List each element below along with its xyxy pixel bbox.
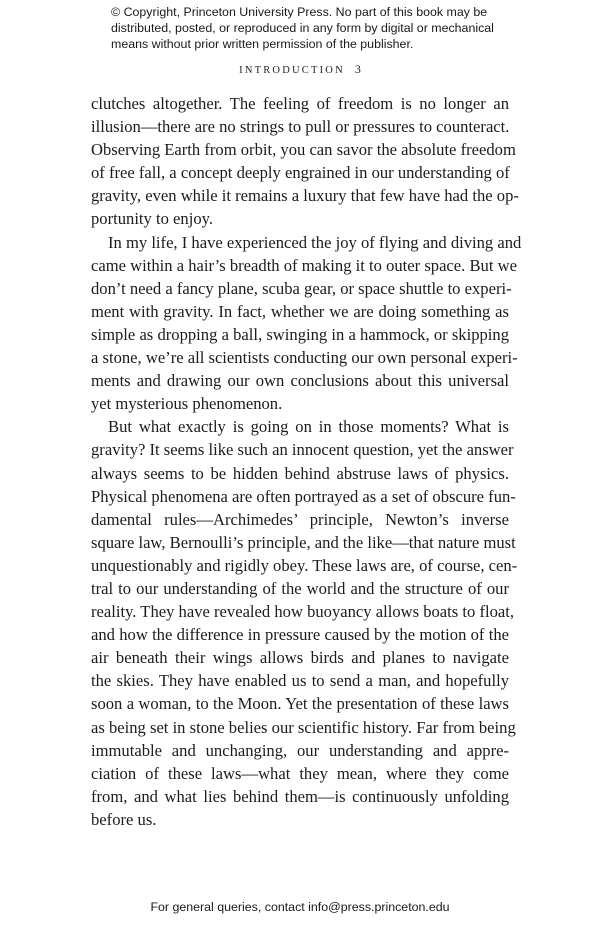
page-number: 3: [354, 62, 361, 76]
text-line: don’t need a fancy plane, scuba gear, or space shuttle to experi-: [91, 278, 512, 298]
copyright-line: means without prior written permission of the publisher.: [111, 37, 414, 51]
text-line: gravity, even while it remains a luxury that few have had the op-: [91, 186, 519, 206]
text-line: portunity to enjoy.: [91, 209, 213, 229]
text-line: ment with gravity. In fact, whether we are doing something as: [91, 301, 509, 321]
text-line: Physical phenomena are often portrayed as a set of obscure fun-: [91, 486, 516, 506]
footer-contact: [0, 900, 600, 914]
copyright-notice: [111, 4, 494, 52]
text-line: ments and drawing our own conclusions about this universal: [91, 371, 509, 391]
text-line: yet mysterious phenomenon.: [91, 394, 283, 414]
paragraph: [91, 231, 522, 416]
text-line: simple as dropping a ball, swinging in a hammock, or skipping: [91, 324, 509, 344]
text-line: came within a hair’s breadth of making it to outer space. But we: [91, 255, 517, 275]
text-line: But what exactly is going on in those moments? What is: [108, 417, 509, 437]
text-line: square law, Bernoulli’s principle, and the like—that nature must: [91, 532, 516, 552]
text-line: a stone, we’re all scientists conducting our own personal experi-: [91, 348, 518, 368]
text-line: ciation of these laws—what they mean, where they come: [91, 763, 509, 783]
text-line: clutches altogether. The feeling of freedom is no longer an: [91, 94, 509, 113]
running-head: [0, 62, 600, 77]
body-text: [91, 92, 522, 831]
text-line: and how the difference in pressure caused by the motion of the: [91, 625, 509, 645]
text-line: illusion—there are no strings to pull or pressures to counteract.: [91, 117, 510, 137]
text-line: soon a woman, to the Moon. Yet the presentation of these laws: [91, 694, 509, 714]
text-line: gravity? It seems like such an innocent question, yet the answer: [91, 440, 514, 460]
text-line: Observing Earth from orbit, you can savor the absolute freedom: [91, 140, 516, 160]
text-line: from, and what lies behind them—is continuously unfolding: [91, 786, 509, 806]
text-line: In my life, I have experienced the joy of flying and diving and: [108, 232, 522, 252]
text-line: immutable and unchanging, our understanding and appre-: [91, 740, 509, 760]
text-line: tral to our understanding of the world and the structure of our: [91, 578, 509, 598]
paragraph: [91, 415, 518, 831]
text-line: damental rules—Archimedes’ principle, Newton’s inverse: [91, 509, 509, 529]
text-line: air beneath their wings allows birds and planes to navigate: [91, 648, 509, 668]
text-line: as being set in stone belies our scientific history. Far from being: [91, 717, 516, 737]
paragraph: [91, 92, 519, 231]
text-line: the skies. They have enabled us to send a man, and hopefully: [91, 671, 509, 691]
copyright-line: distributed, posted, or reproduced in any form by digital or mechanical: [111, 21, 494, 35]
text-line: of free fall, a concept deeply engrained in our understanding of: [91, 163, 510, 183]
text-line: reality. They have revealed how buoyancy allows boats to float,: [91, 602, 515, 622]
text-line: before us.: [91, 809, 157, 829]
chapter-title: INTRODUCTION: [239, 65, 345, 76]
text-line: always seems to be hidden behind abstruse laws of physics.: [91, 463, 509, 483]
footer-text: For general queries, contact info@press.princeton.edu: [150, 900, 450, 914]
copyright-line: © Copyright, Princeton University Press. No part of this book may be: [111, 5, 488, 19]
text-line: unquestionably and rigidly obey. These laws are, of course, cen-: [91, 555, 518, 575]
